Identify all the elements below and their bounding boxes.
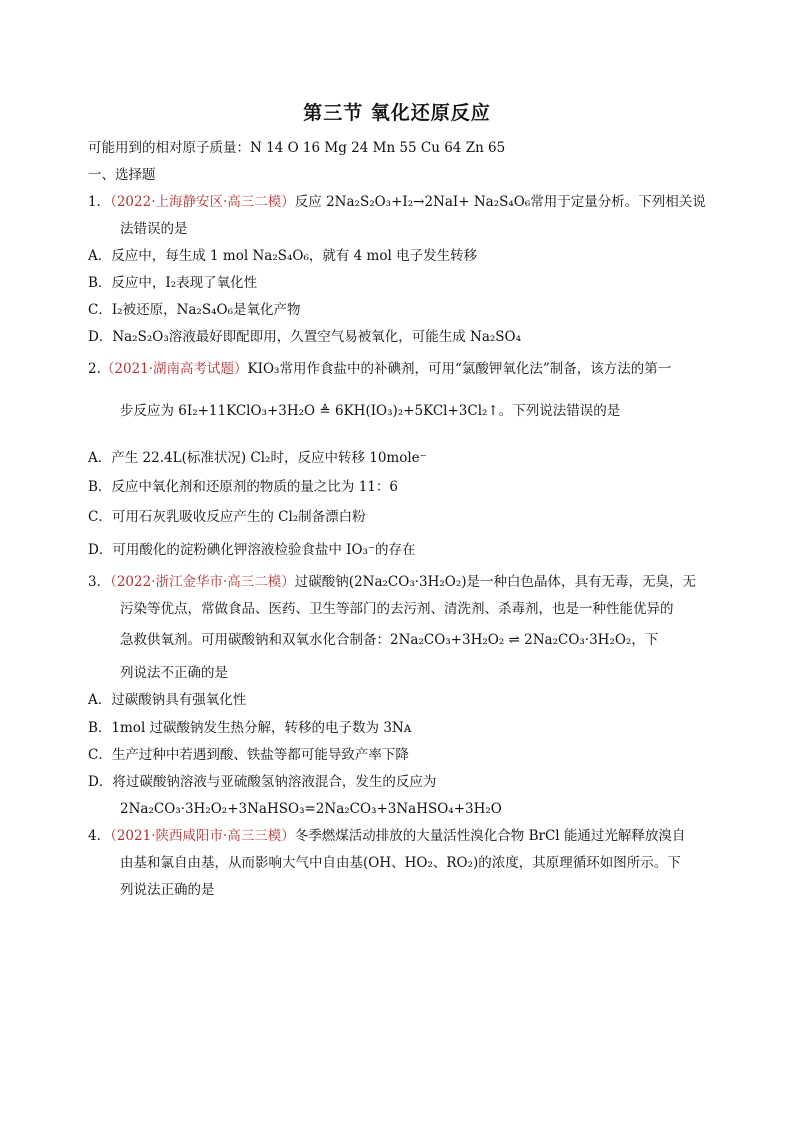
atomic-masses-note: 可能用到的相对原子质量：N 14 O 16 Mg 24 Mn 55 Cu 64 Zn 65 — [88, 140, 506, 156]
question-3-option-a: A．过碳酸钠具有强氧化性 — [88, 692, 247, 708]
question-number: 2. — [88, 361, 101, 377]
question-number: 3． — [88, 574, 111, 590]
question-3-stem-cont-3: 列说法不正确的是 — [120, 665, 228, 681]
question-1-option-a: A．反应中，每生成 1 mol Na₂S₄O₆，就有 4 mol 电子发生转移 — [88, 248, 478, 264]
question-number: 1． — [88, 194, 111, 210]
question-4-stem-cont-2: 列说法正确的是 — [120, 882, 215, 898]
question-4-stem — [88, 826, 685, 846]
question-source: （2021·湖南高考试题） — [100, 361, 248, 377]
question-4-stem-cont-1: 由基和氯自由基，从而影响大气中自由基(OH、HO₂、RO₂)的浓度，其原理循环如图所示。下 — [120, 855, 681, 871]
page-title: 第三节 氧化还原反应 — [303, 102, 491, 124]
question-source: （2021·陕西咸阳市·高三三模） — [110, 828, 295, 844]
question-number: 4． — [88, 828, 111, 844]
question-text: 过碳酸钠(2Na₂CO₃·3H₂O₂)是一种白色晶体，具有无毒，无臭，无 — [294, 574, 697, 590]
question-2-option-a: A．产生 22.4L(标准状况) Cl₂时，反应中转移 10mole⁻ — [88, 450, 427, 466]
question-2-option-c: C．可用石灰乳吸收反应产生的 Cl₂制备漂白粉 — [88, 509, 366, 525]
question-1-option-b: B．反应中，I₂表现了氧化性 — [88, 275, 258, 291]
question-3-option-c: C．生产过种中若遇到酸、铁盐等都可能导致产率下降 — [88, 747, 409, 763]
question-3-stem — [88, 572, 696, 592]
question-2-reaction-line: 步反应为 6I₂+11KClO₃+3H₂O ≜ 6KH(IO₃)₂+5KCl+3Cl₂↑。下列说法错误的是 — [120, 403, 621, 419]
question-1-option-d: D．Na₂S₂O₃溶液最好即配即用，久置空气易被氧化，可能生成 Na₂SO₄ — [88, 329, 522, 345]
question-2-option-d: D．可用酸化的淀粉碘化钾溶液检验食盐中 IO₃⁻的存在 — [88, 542, 416, 558]
question-1-stem-cont: 法错误的是 — [120, 221, 188, 237]
question-3-option-d-equation: 2Na₂CO₃·3H₂O₂+3NaHSO₃=2Na₂CO₃+3NaHSO₄+3H₂O — [120, 801, 502, 817]
question-1-option-c: C．I₂被还原，Na₂S₄O₆是氧化产物 — [88, 302, 301, 318]
section-heading: 一、选择题 — [88, 167, 156, 183]
question-source: （2022·上海静安区·高三二模） — [110, 194, 295, 210]
question-3-stem-cont-2: 急救供氧剂。可用碳酸钠和双氧水化合制备：2Na₂CO₃+3H₂O₂ ⇌ 2Na₂CO₃·3H₂O₂，下 — [120, 632, 659, 648]
question-1-stem — [88, 192, 706, 212]
question-2-stem — [88, 359, 671, 379]
question-3-stem-cont-1: 污染等优点，常做食品、医药、卫生等部门的去污剂、清洗剂、杀毒剂，也是一种性能优异的 — [120, 601, 674, 617]
question-source: （2022·浙江金华市·高三二模） — [110, 574, 295, 590]
question-3-option-b: B．1mol 过碳酸钠发生热分解，转移的电子数为 3Nᴀ — [88, 720, 412, 736]
question-text: 冬季燃煤活动排放的大量活性溴化合物 BrCl 能通过光解释放溴自 — [294, 828, 686, 844]
question-text: KIO₃常用作食盐中的补碘剂，可用“氯酸钾氧化法”制备，该方法的第一 — [247, 361, 672, 377]
question-2-option-b: B．反应中氧化剂和还原剂的物质的量之比为 11：6 — [88, 479, 398, 495]
question-text: 反应 2Na₂S₂O₃+I₂→2NaI+ Na₂S₄O₆常用于定量分析。下列相关说 — [294, 194, 706, 210]
question-3-option-d: D．将过碳酸钠溶液与亚硫酸氢钠溶液混合，发生的反应为 — [88, 774, 437, 790]
